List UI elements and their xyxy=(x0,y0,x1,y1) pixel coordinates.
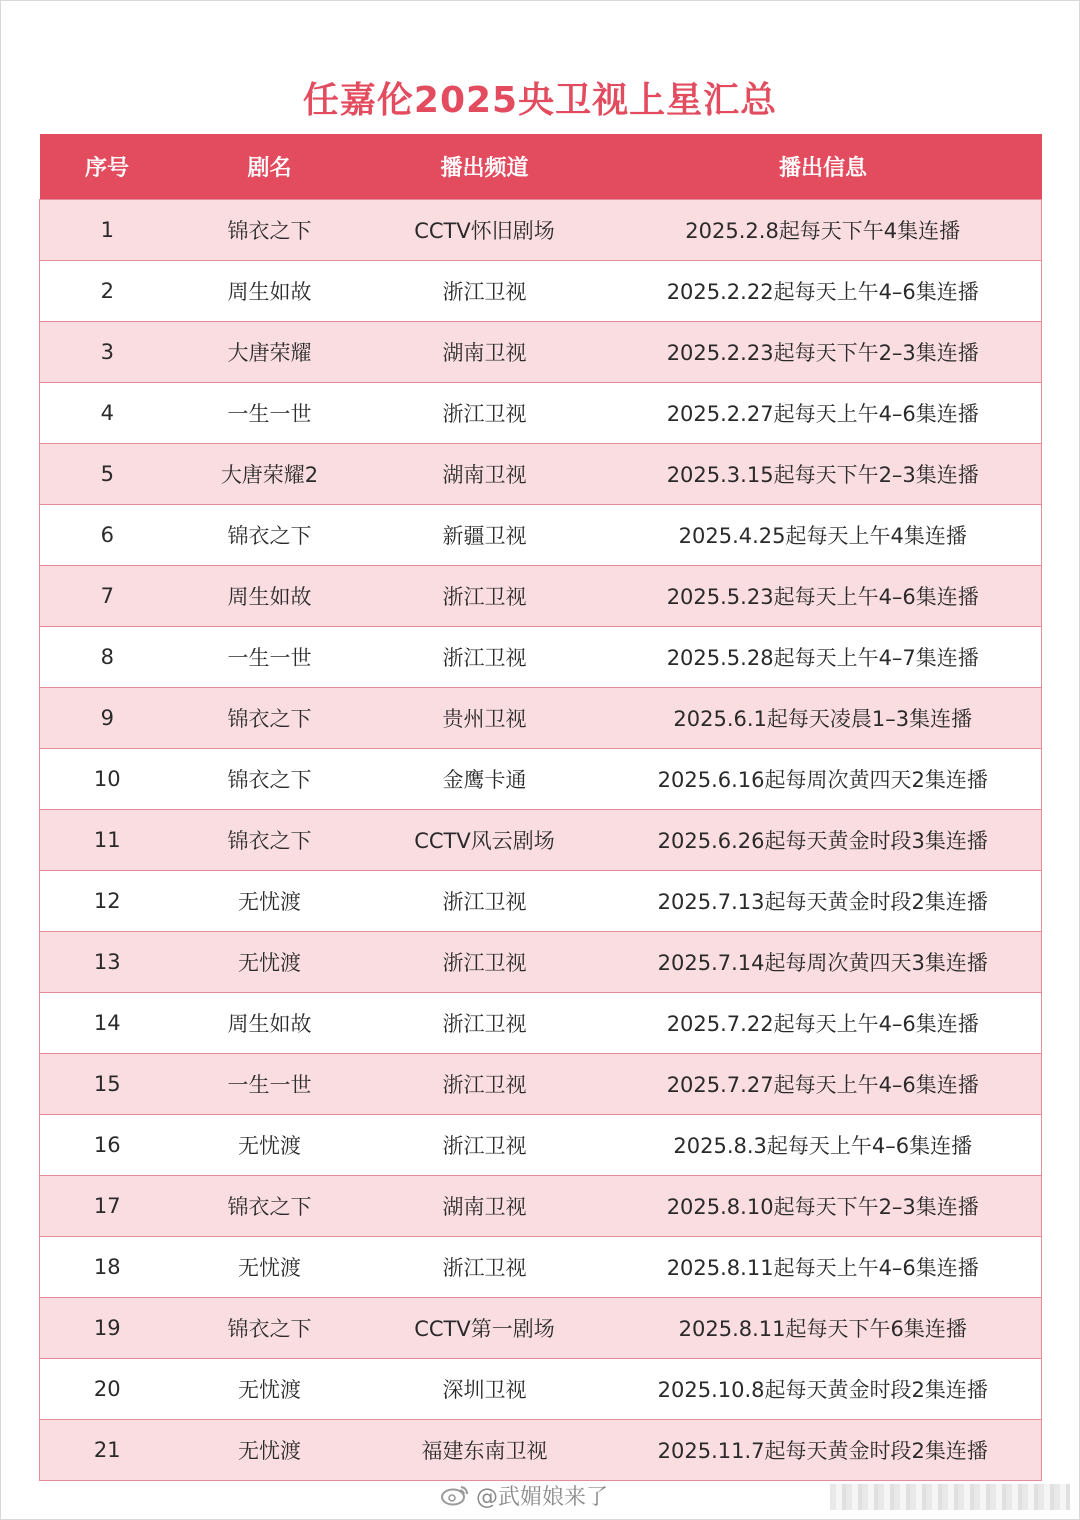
cell-broadcast-info: 2025.8.11起每天上午4–6集连播 xyxy=(605,1237,1042,1298)
watermark xyxy=(440,1478,608,1512)
cell-broadcast-info: 2025.2.22起每天上午4–6集连播 xyxy=(605,261,1042,322)
schedule-table xyxy=(39,134,1042,1481)
header-index: 序号 xyxy=(40,134,175,200)
header-broadcast-info: 播出信息 xyxy=(605,134,1042,200)
cell-index: 6 xyxy=(40,505,175,566)
cell-drama-name: 锦衣之下 xyxy=(175,810,365,871)
cell-index: 9 xyxy=(40,688,175,749)
cell-channel: 湖南卫视 xyxy=(365,1176,605,1237)
cell-drama-name: 锦衣之下 xyxy=(175,749,365,810)
table-row xyxy=(40,749,1042,810)
cell-drama-name: 无忧渡 xyxy=(175,871,365,932)
table-row xyxy=(40,1115,1042,1176)
cell-index: 15 xyxy=(40,1054,175,1115)
cell-broadcast-info: 2025.6.1起每天凌晨1–3集连播 xyxy=(605,688,1042,749)
cell-drama-name: 无忧渡 xyxy=(175,932,365,993)
cell-broadcast-info: 2025.7.27起每天上午4–6集连播 xyxy=(605,1054,1042,1115)
cell-drama-name: 无忧渡 xyxy=(175,1237,365,1298)
table-row xyxy=(40,200,1042,261)
cell-broadcast-info: 2025.7.22起每天上午4–6集连播 xyxy=(605,993,1042,1054)
cell-drama-name: 大唐荣耀 xyxy=(175,322,365,383)
cell-drama-name: 锦衣之下 xyxy=(175,505,365,566)
cell-index: 14 xyxy=(40,993,175,1054)
table-row xyxy=(40,1420,1042,1481)
header-drama-name: 剧名 xyxy=(175,134,365,200)
table-row xyxy=(40,444,1042,505)
cell-channel: 福建东南卫视 xyxy=(365,1420,605,1481)
table-body xyxy=(40,200,1042,1481)
cell-channel: CCTV怀旧剧场 xyxy=(365,200,605,261)
cell-drama-name: 无忧渡 xyxy=(175,1420,365,1481)
obscured-region xyxy=(830,1484,1070,1510)
cell-drama-name: 周生如故 xyxy=(175,566,365,627)
cell-channel: 深圳卫视 xyxy=(365,1359,605,1420)
cell-channel: 浙江卫视 xyxy=(365,1054,605,1115)
cell-broadcast-info: 2025.2.23起每天下午2–3集连播 xyxy=(605,322,1042,383)
cell-index: 7 xyxy=(40,566,175,627)
table-row xyxy=(40,871,1042,932)
table-header-row xyxy=(40,134,1042,200)
cell-broadcast-info: 2025.5.28起每天上午4–7集连播 xyxy=(605,627,1042,688)
table-row xyxy=(40,627,1042,688)
table-row xyxy=(40,261,1042,322)
cell-index: 18 xyxy=(40,1237,175,1298)
header-channel: 播出频道 xyxy=(365,134,605,200)
cell-index: 10 xyxy=(40,749,175,810)
cell-broadcast-info: 2025.2.27起每天上午4–6集连播 xyxy=(605,383,1042,444)
cell-drama-name: 锦衣之下 xyxy=(175,1176,365,1237)
cell-index: 11 xyxy=(40,810,175,871)
cell-drama-name: 锦衣之下 xyxy=(175,1298,365,1359)
table-row xyxy=(40,383,1042,444)
cell-index: 4 xyxy=(40,383,175,444)
table-row xyxy=(40,1176,1042,1237)
table-row xyxy=(40,1359,1042,1420)
cell-channel: 浙江卫视 xyxy=(365,383,605,444)
table-row xyxy=(40,993,1042,1054)
cell-broadcast-info: 2025.8.11起每天下午6集连播 xyxy=(605,1298,1042,1359)
cell-channel: 湖南卫视 xyxy=(365,444,605,505)
cell-broadcast-info: 2025.11.7起每天黄金时段2集连播 xyxy=(605,1420,1042,1481)
table-row xyxy=(40,932,1042,993)
cell-channel: 浙江卫视 xyxy=(365,261,605,322)
cell-broadcast-info: 2025.4.25起每天上午4集连播 xyxy=(605,505,1042,566)
cell-drama-name: 周生如故 xyxy=(175,261,365,322)
cell-broadcast-info: 2025.3.15起每天下午2–3集连播 xyxy=(605,444,1042,505)
watermark-text: @武媚娘来了 xyxy=(476,1484,609,1510)
cell-broadcast-info: 2025.5.23起每天上午4–6集连播 xyxy=(605,566,1042,627)
cell-channel: CCTV第一剧场 xyxy=(365,1298,605,1359)
cell-channel: 新疆卫视 xyxy=(365,505,605,566)
cell-broadcast-info: 2025.6.16起每周次黄四天2集连播 xyxy=(605,749,1042,810)
cell-drama-name: 无忧渡 xyxy=(175,1359,365,1420)
cell-channel: CCTV风云剧场 xyxy=(365,810,605,871)
cell-channel: 浙江卫视 xyxy=(365,627,605,688)
cell-channel: 湖南卫视 xyxy=(365,322,605,383)
cell-index: 21 xyxy=(40,1420,175,1481)
cell-channel: 浙江卫视 xyxy=(365,1115,605,1176)
cell-drama-name: 锦衣之下 xyxy=(175,688,365,749)
cell-broadcast-info: 2025.7.14起每周次黄四天3集连播 xyxy=(605,932,1042,993)
cell-index: 1 xyxy=(40,200,175,261)
cell-index: 20 xyxy=(40,1359,175,1420)
cell-broadcast-info: 2025.7.13起每天黄金时段2集连播 xyxy=(605,871,1042,932)
cell-drama-name: 一生一世 xyxy=(175,383,365,444)
cell-channel: 浙江卫视 xyxy=(365,871,605,932)
cell-index: 19 xyxy=(40,1298,175,1359)
cell-broadcast-info: 2025.2.8起每天下午4集连播 xyxy=(605,200,1042,261)
cell-channel: 浙江卫视 xyxy=(365,566,605,627)
cell-broadcast-info: 2025.10.8起每天黄金时段2集连播 xyxy=(605,1359,1042,1420)
weibo-icon xyxy=(440,1484,470,1506)
cell-index: 13 xyxy=(40,932,175,993)
cell-channel: 金鹰卡通 xyxy=(365,749,605,810)
table-row xyxy=(40,688,1042,749)
cell-channel: 贵州卫视 xyxy=(365,688,605,749)
cell-channel: 浙江卫视 xyxy=(365,993,605,1054)
cell-index: 17 xyxy=(40,1176,175,1237)
cell-drama-name: 一生一世 xyxy=(175,627,365,688)
cell-broadcast-info: 2025.6.26起每天黄金时段3集连播 xyxy=(605,810,1042,871)
cell-drama-name: 周生如故 xyxy=(175,993,365,1054)
table-row xyxy=(40,1298,1042,1359)
cell-drama-name: 无忧渡 xyxy=(175,1115,365,1176)
cell-index: 5 xyxy=(40,444,175,505)
cell-index: 16 xyxy=(40,1115,175,1176)
page-title: 任嘉伦2025央卫视上星汇总 xyxy=(302,80,778,121)
table-row xyxy=(40,1054,1042,1115)
cell-drama-name: 大唐荣耀2 xyxy=(175,444,365,505)
cell-index: 2 xyxy=(40,261,175,322)
cell-drama-name: 锦衣之下 xyxy=(175,200,365,261)
table-row xyxy=(40,505,1042,566)
cell-broadcast-info: 2025.8.10起每天下午2–3集连播 xyxy=(605,1176,1042,1237)
table-row xyxy=(40,322,1042,383)
cell-broadcast-info: 2025.8.3起每天上午4–6集连播 xyxy=(605,1115,1042,1176)
cell-index: 8 xyxy=(40,627,175,688)
cell-drama-name: 一生一世 xyxy=(175,1054,365,1115)
cell-index: 12 xyxy=(40,871,175,932)
cell-channel: 浙江卫视 xyxy=(365,1237,605,1298)
table-row xyxy=(40,810,1042,871)
table-row xyxy=(40,566,1042,627)
table-row xyxy=(40,1237,1042,1298)
cell-index: 3 xyxy=(40,322,175,383)
cell-channel: 浙江卫视 xyxy=(365,932,605,993)
